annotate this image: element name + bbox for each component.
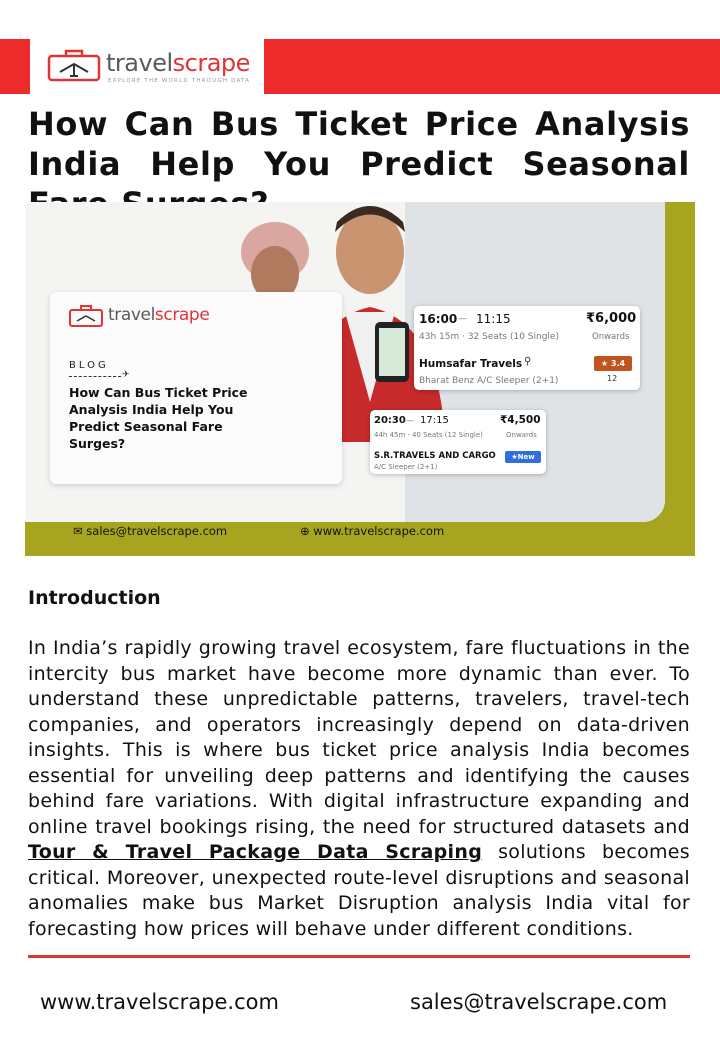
review-count: 12 [607, 374, 618, 383]
operator-name: S.R.TRAVELS AND CARGO [374, 451, 496, 461]
intro-paragraph [28, 636, 690, 942]
hero-email-text: sales@travelscrape.com [86, 524, 228, 538]
blog-card [50, 292, 342, 484]
dashed-path-divider [69, 376, 121, 377]
trip-meta: 43h 15m · 32 Seats (10 Single) [419, 332, 559, 342]
suitcase-plane-icon [68, 304, 104, 328]
onwards-label: Onwards [592, 332, 630, 342]
brand-logo[interactable] [46, 48, 256, 88]
operator-name: Humsafar Travels [419, 358, 523, 370]
bus-type: Bharat Benz A/C Sleeper (2+1) [419, 376, 559, 386]
logo-wordmark: travelscrape [106, 49, 250, 77]
depart-time: 16:00 [419, 312, 458, 326]
arrive-time: 11:15 [476, 312, 511, 326]
tour-travel-scraping-link[interactable]: Tour & Travel Package Data Scraping [28, 841, 483, 863]
bus-stop-icon: ⚲ [524, 356, 532, 367]
onwards-label: Onwards [506, 431, 537, 439]
depart-time: 20:30 [374, 415, 406, 426]
bus-ticket-card [370, 410, 546, 474]
arrive-time: 17:15 [420, 415, 449, 426]
intro-heading: Introduction [28, 587, 161, 609]
hero-email [73, 524, 227, 538]
paragraph-text-end: solutions becomes critical. Moreover, unexpected route-level disruptions and seasonal anomalies make bus Market Disruption analysis India vital for forecasting how prices will behave under different conditions. [28, 841, 690, 940]
article-title: How Can Bus Ticket Price Analysis India Help You Predict Seasonal [28, 105, 690, 183]
ticket-price: ₹6,000 [586, 311, 637, 326]
card-logo-wordmark: travelscrape [108, 305, 210, 325]
suitcase-plane-icon [46, 48, 102, 82]
bus-ticket-card [414, 306, 640, 390]
hero-website [300, 524, 444, 538]
blog-card-title: How Can Bus Ticket Price Analysis India Help You Predict Seasonal Fare Surges? [69, 385, 248, 451]
header-red-band-left [0, 39, 30, 94]
time-dash: — [406, 416, 414, 425]
paragraph-text-start: In India’s rapidly growing travel ecosystem, fare fluctuations in the intercity bus market have become more dynamic than ever. To understand these unpredictable patterns, travelers, travel-tech companies, and operators increasingly depend on data-driven insights. This is where bus ticket price analysis India becomes essential for unveiling deep patterns and identifying the causes behind fare variations. With digital infrastructure expanding and online travel bookings rising, the need for structured datasets and [28, 637, 690, 838]
footer-email-link[interactable]: sales@travelscrape.com [410, 990, 668, 1014]
hero-website-text: www.travelscrape.com [313, 524, 445, 538]
footer-website-link[interactable]: www.travelscrape.com [40, 990, 279, 1014]
trip-meta: 44h 45m · 40 Seats (12 Single) [374, 431, 483, 439]
globe-icon: ⊕ [300, 524, 310, 538]
red-strike-line [28, 955, 690, 958]
plane-icon: ✈ [122, 370, 130, 380]
rating-badge: ★ 3.4 [594, 356, 632, 371]
new-badge: ★New [505, 451, 541, 463]
email-icon: ✉ [73, 524, 83, 538]
ticket-price: ₹4,500 [500, 414, 541, 426]
logo-tagline: EXPLORE THE WORLD THROUGH DATA [108, 78, 251, 84]
hero-banner [25, 202, 695, 556]
blog-label: BLOG [69, 360, 109, 371]
card-logo [68, 304, 228, 330]
bus-type: A/C Sleeper (2+1) [374, 463, 438, 471]
header-red-band-right [264, 39, 720, 94]
time-dash: — [458, 314, 467, 324]
